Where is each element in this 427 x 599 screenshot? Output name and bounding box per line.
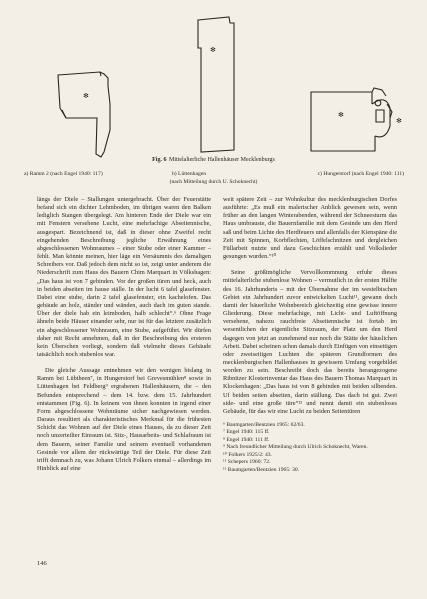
svg-text:✻: ✻ (338, 111, 344, 119)
footnote: ⁸ Engel 1940: 111 ff. (223, 436, 270, 443)
caption-credit: (nach Mitteilung durch U. Schoknecht) (169, 179, 258, 185)
floor-plan-figure (0, 0, 427, 160)
paragraph: Seine größtmögliche Vervollkommnung erfuhr dieses mittelalterliche stubenlose Wohnen – vermutlich in der ersten Hälfte des 16. Jahrhunderts – mit der Übernahme der im westelbischen Gebiet ein Jahrhundert zuvor entwickelten Lucht¹¹, gewann doch damit der bäuerliche Wohnbereich gleichzeitig eine gewisse innere Gliederung. Diese mehrfachige, mit Licht- und Luftöffnung versehene, nahezu rauchfreie Abseitennische ist fortab im wesentlichen der eigentliche Sitzraum, der Platz um den Herd dagegen von jetzt an zunehmend nur noch die Stätte der häuslichen Arbeit. Dabei scheinen schon damals durch Einfügen von einseitigen oder zweiseitigen Luchten die späteren Grundformen des mecklenburgischen Hallenhauses in gewissem Umfang vorgebildet worden zu sein. Beschreibt doch das bereits herangezogene Ribnitzer Klosterinventar das Haus des Bauern Thomas Marquart in Klockenhagen: „Das haus ist von 8 gebinden mit beiden silbenden. Uf beiden seiten abseiten, darin ställung. Das dach ist gut. Zwei side- und eine große türe“¹² und nennt damit ein stubenloses Gebäude, für das wir eine Lucht zu beiden Seitentüren (223, 269, 397, 415)
paragraph: längs der Diele – Stallungen untergebracht. Über der Feuerstätte befand sich ein dichter Lehmboden, im übrigen waren den Balken lediglich Stangen übergelegt. Am hinteren Ende der Diele war ein mit Fenstern versehene Lucht, eine mehrfachige Abseitennische, ausgespart. Bezeichnend ist, daß in dieser ohne Zweifel recht eingehenden Beschreibung jegliche Erwähnung eines abgeschlossenen Wohnraumes – einer Stube oder einer Kammer – fehlt. Man könnte meinen, hier läge ein Versäumnis des damaligen Schreibers vor. Daß jedoch dem nicht so ist, zeigt unter anderem die Niederschrift zum Haus des Bauern Chim Marquart in Völkshagen: „Das haus ist von 7 gebinden. Vor der großen türen und heck, auch in beiden abseiten im hause ställe. In der lucht 6 tafel glasefenster. Dabei eine stube, darin 2 tafel glasefenster, ein kachelofen. Das gebäude an holz, ständer und wänden, auch dach im guten stande. Über der diele hab ein leimboden, halb schlecht“.⁶ Ohne Frage ähneln beide Häuser einander sehr, nur ist für das letztere zusätzlich ein abgeschlossener Wohnraum, eine Stube, aufgeführt. Wir dürfen daher mit Recht annehmen, daß in der Beschreibung des ersteren kein Überschen vorliegt, sondern daß vielmehr dieses Gebäude tatsächlich noch stubenlos war. (37, 196, 211, 358)
footnote: ⁶ Baumgarten/Bentzien 1965: 62/63. (223, 422, 305, 429)
caption-c: c) Hungerstorf (nach Engel 1940: 111) (317, 171, 404, 177)
footnote: ¹² Baumgarten/Bentzien 1965: 30. (223, 466, 300, 473)
figure-title (0, 157, 427, 164)
footnote: ⁹ Nach freundlicher Mitteilung durch Ulrich Schoknecht, Waren. (223, 444, 368, 451)
footnote: ¹⁰ Folkers 1925/2: 43. (223, 451, 272, 458)
floor-plan-a (58, 72, 110, 157)
caption-b: b) Lüttenhagen (172, 171, 207, 177)
paragraph: Die gleiche Aussage entnehmen wir den wenigen bislang in Ramm bei Lübtheen⁷, in Hungerstorf bei Grevesmühlen⁸ sowie in Lüttenhagen bei Feldberg⁹ ergrabenen Hallenhäusern, die – den Befunden entsprechend – dem 14. bzw. dem 15. Jahrhundert entstammen (Fig. 6). In keinem von ihnen konnten in irgend einer Form abgeschlossene Wohnräume sicher nachgewiesen werden. Daraus resultiert als charakteristisches Merkmal für die frühesten Schicht das Wohnen auf der Diele eines Hauses, da zu dieser Zeit noch unzerteilter Einraum ist. Sitz-, Hausarbeits- und Schlafraum ist dem Bauern, seiner Familie und seinem eventuell vorhandenen Gesinde vor allem der rückwärtige Teil der Diele. Für diese Zeit trifft demnach zu, was Johann Ulrich Folkers einmal – allerdings im Hinblick auf eine (37, 367, 211, 472)
svg-text:✻: ✻ (210, 46, 216, 54)
floor-plan-c (311, 88, 402, 151)
footnote: ¹¹ Schepers 1960: 72. (223, 459, 271, 466)
right-text-column (223, 196, 397, 474)
figure-title-text: Mittelalterliche Hallenhäuser Mecklenburgs (168, 157, 275, 163)
figure-captions (24, 171, 404, 178)
footnotes (223, 422, 397, 474)
paragraph: weit spätere Zeit – zur Wohnkultur des mecklenburgischen Dorfes ausführte: „Es muß ein malerischer Anblick gewesen sein, wenn früher an den langen Winterabenden, während der Schneesturm das Haus umbrauste, die Bauernfamilie mit dem Gesinde um den Herd saß und beim Lichte des Herdfeuers und allenfalls der Kienspäne die Zeit mit Spinnen, Korbflechten, Löffelschnitzen und dergleichen Füllarbeit nutzte und dazu Geschichten erzählt und Volkslieder gesungen wurden.“¹⁰ (223, 196, 397, 261)
svg-text:✻: ✻ (396, 117, 402, 125)
footnote: ⁷ Engel 1940: 115 ff. (223, 429, 270, 436)
left-text-column (37, 196, 211, 473)
figure-number: Fig. 6 (152, 157, 167, 163)
svg-text:✻: ✻ (83, 92, 89, 100)
floor-plan-b (198, 17, 234, 152)
floor-plans (0, 0, 427, 160)
caption-a: a) Ramm 2 (nach Engel 1940: 117) (24, 171, 103, 177)
page-number: 146 (37, 560, 47, 567)
